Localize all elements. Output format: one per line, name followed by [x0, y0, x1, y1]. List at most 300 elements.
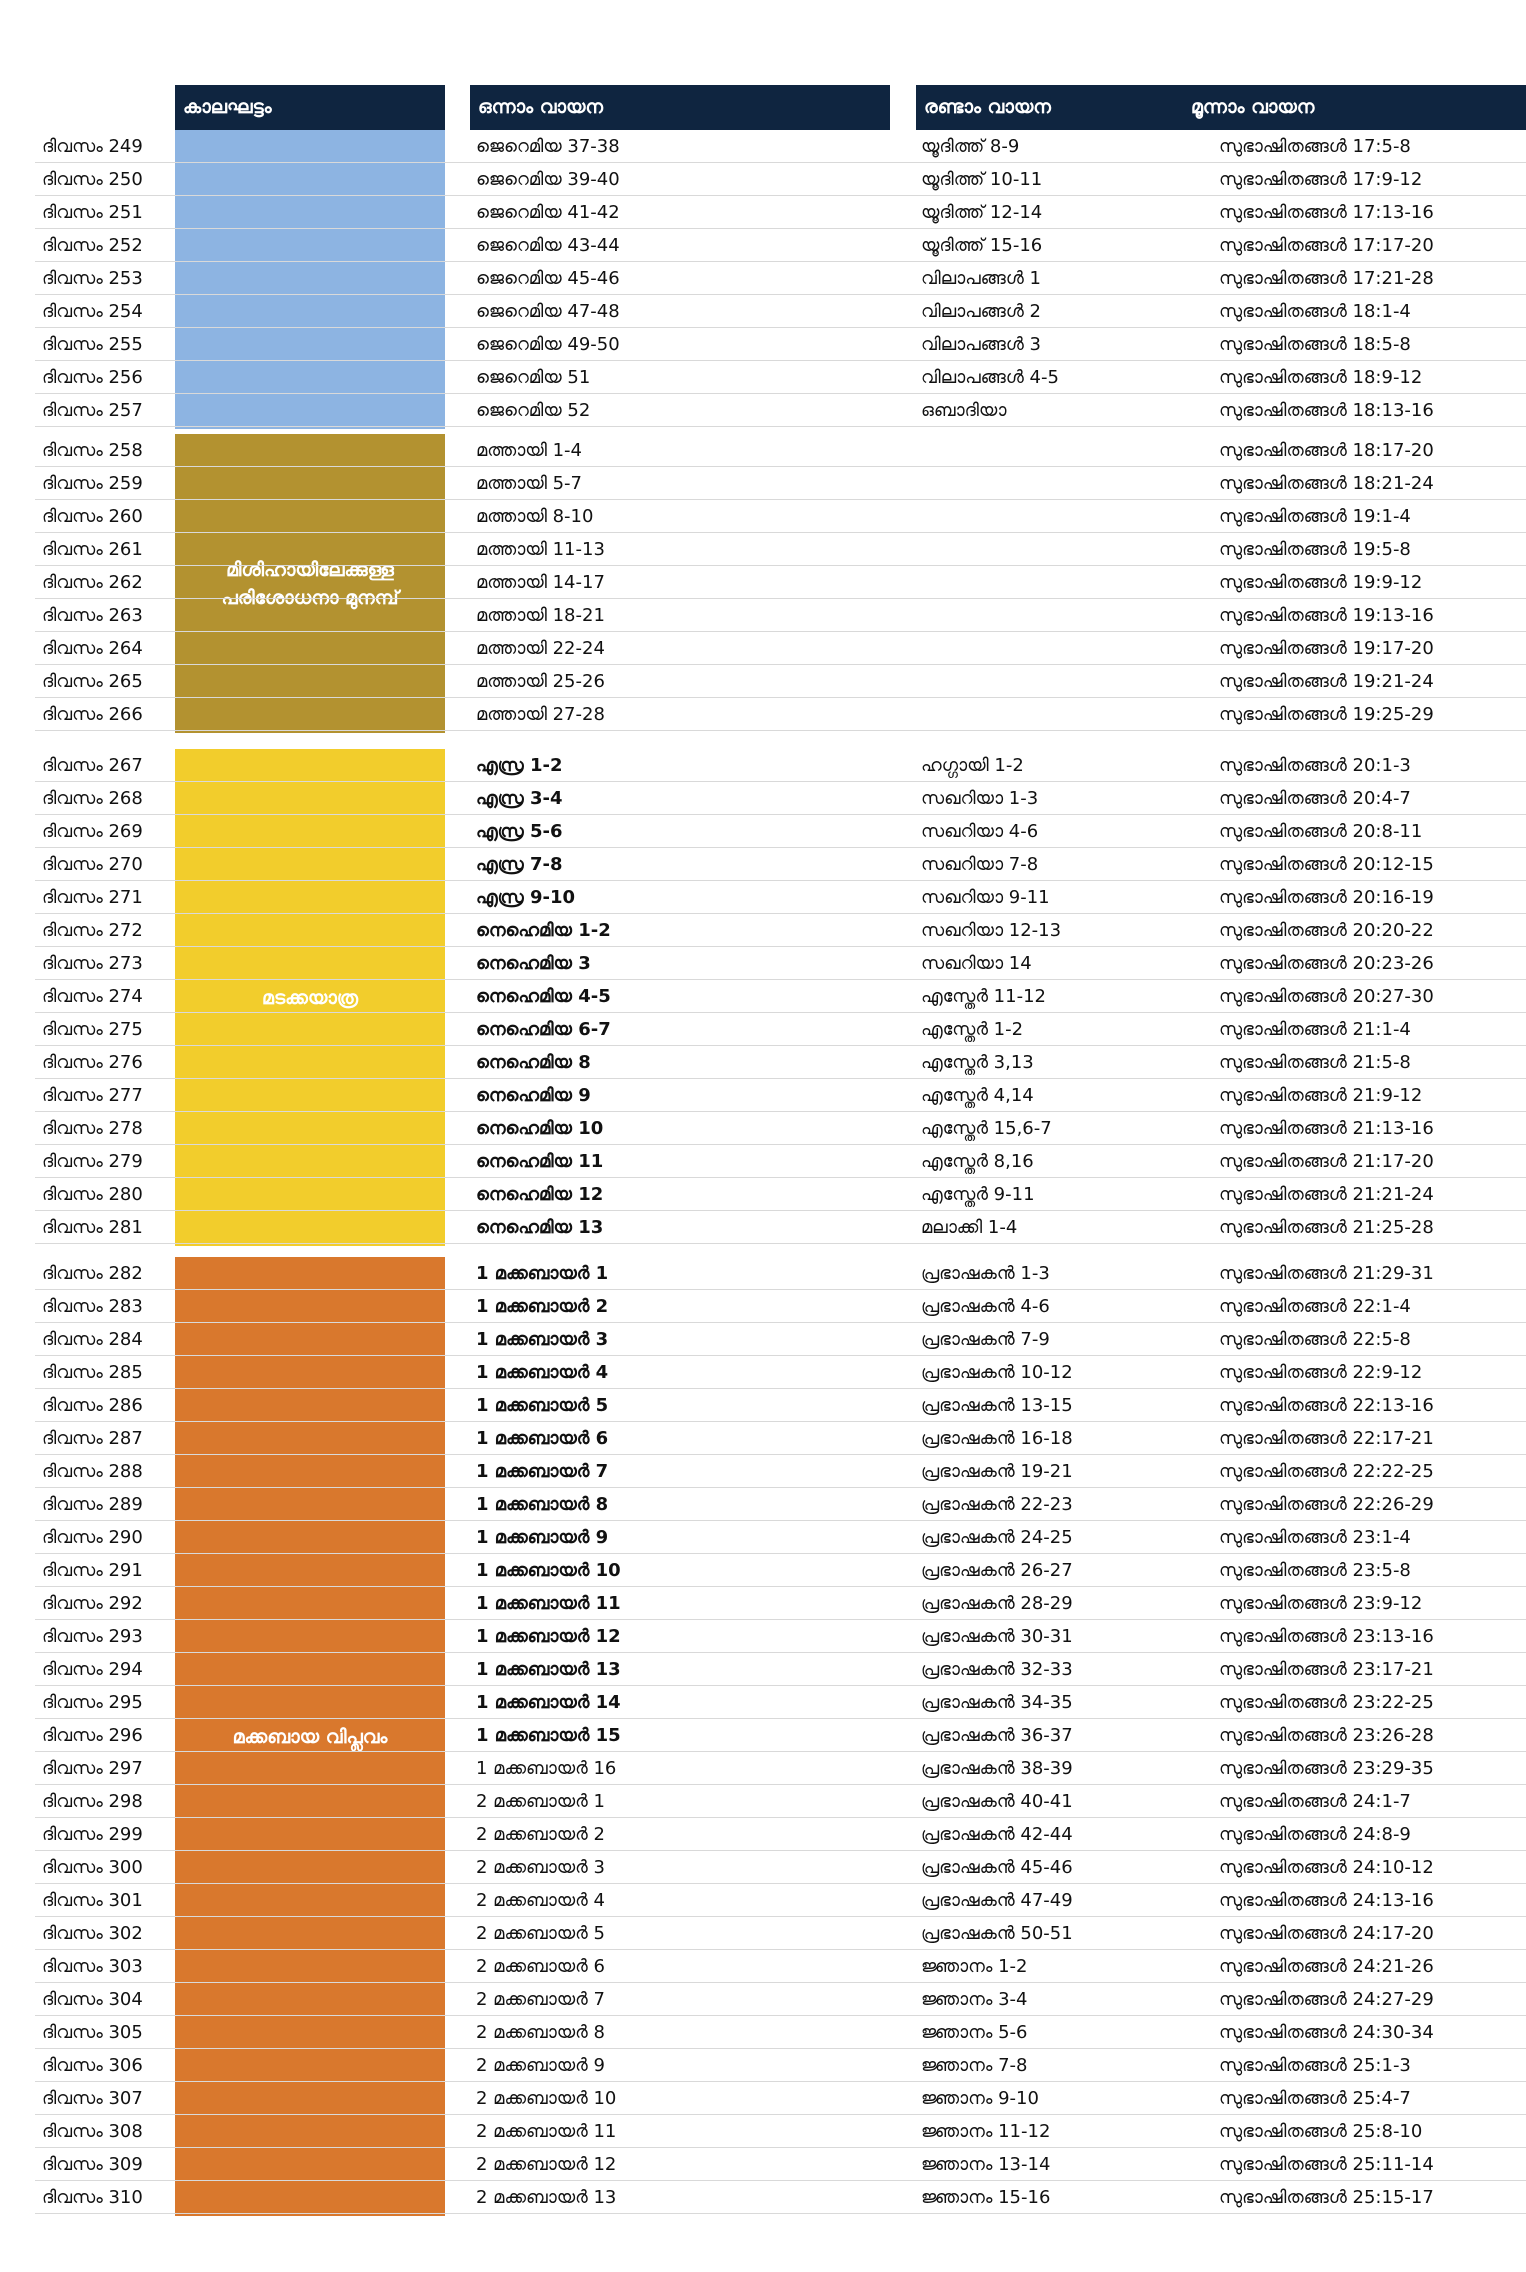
first-reading-cell: നെഹെമിയ 10 [476, 1118, 604, 1139]
second-reading-cell: പ്രഭാഷകൻ 32-33 [921, 1659, 1073, 1680]
day-cell: ദിവസം 285 [42, 1362, 143, 1383]
day-cell: ദിവസം 303 [42, 1956, 143, 1977]
first-reading-cell: 1 മക്കബായർ 11 [476, 1593, 621, 1614]
day-cell: ദിവസം 297 [42, 1758, 143, 1779]
third-reading-cell: സുഭാഷിതങ്ങൾ 24:10-12 [1219, 1857, 1434, 1878]
second-reading-cell: സഖറിയാ 4-6 [921, 821, 1039, 842]
table-row [35, 533, 1526, 566]
day-cell: ദിവസം 261 [42, 539, 143, 560]
table-row [35, 1719, 1526, 1752]
day-cell: ദിവസം 251 [42, 202, 143, 223]
day-cell: ദിവസം 284 [42, 1329, 143, 1350]
first-reading-cell: 1 മക്കബായർ 14 [476, 1692, 621, 1713]
table-row [35, 1046, 1526, 1079]
day-cell: ദിവസം 276 [42, 1052, 143, 1073]
day-cell: ദിവസം 272 [42, 920, 143, 941]
third-reading-cell: സുഭാഷിതങ്ങൾ 19:25-29 [1219, 704, 1434, 725]
table-row [35, 665, 1526, 698]
table-row [35, 1554, 1526, 1587]
first-reading-cell: 1 മക്കബായർ 10 [476, 1560, 621, 1581]
second-reading-cell: പ്രഭാഷകൻ 7-9 [921, 1329, 1050, 1350]
first-reading-cell: 1 മക്കബായർ 4 [476, 1362, 609, 1383]
second-reading-cell: പ്രഭാഷകൻ 16-18 [921, 1428, 1073, 1449]
third-reading-cell: സുഭാഷിതങ്ങൾ 25:1-3 [1219, 2055, 1411, 2076]
second-reading-cell: എസ്തേർ 3,13 [921, 1052, 1034, 1073]
second-reading-cell: ജ്ഞാനം 15-16 [921, 2187, 1051, 2208]
third-reading-cell: സുഭാഷിതങ്ങൾ 18:17-20 [1219, 440, 1434, 461]
third-reading-cell: സുഭാഷിതങ്ങൾ 22:9-12 [1219, 1362, 1423, 1383]
second-reading-cell: പ്രഭാഷകൻ 50-51 [921, 1923, 1073, 1944]
day-cell: ദിവസം 298 [42, 1791, 143, 1812]
third-reading-cell: സുഭാഷിതങ്ങൾ 24:8-9 [1219, 1824, 1411, 1845]
table-row [35, 1884, 1526, 1917]
header-period: കാലഘട്ടം [175, 85, 445, 130]
first-reading-cell: നെഹെമിയ 12 [476, 1184, 604, 1205]
day-cell: ദിവസം 289 [42, 1494, 143, 1515]
day-cell: ദിവസം 306 [42, 2055, 143, 2076]
day-cell: ദിവസം 264 [42, 638, 143, 659]
table-row [35, 566, 1526, 599]
third-reading-cell: സുഭാഷിതങ്ങൾ 20:4-7 [1219, 788, 1411, 809]
third-reading-cell: സുഭാഷിതങ്ങൾ 22:1-4 [1219, 1296, 1411, 1317]
first-reading-cell: 2 മക്കബായർ 6 [476, 1956, 605, 1977]
period-block-2: മിശിഹായിലേക്കുള്ള പരിശോധനാ മുനമ്പ് [175, 434, 445, 733]
day-cell: ദിവസം 273 [42, 953, 143, 974]
third-reading-cell: സുഭാഷിതങ്ങൾ 21:25-28 [1219, 1217, 1434, 1238]
table-row [35, 980, 1526, 1013]
day-cell: ദിവസം 250 [42, 169, 143, 190]
table-row [35, 1653, 1526, 1686]
second-reading-cell: പ്രഭാഷകൻ 34-35 [921, 1692, 1073, 1713]
table-row [35, 1356, 1526, 1389]
first-reading-cell: നെഹെമിയ 11 [476, 1151, 604, 1172]
day-cell: ദിവസം 258 [42, 440, 143, 461]
day-cell: ദിവസം 265 [42, 671, 143, 692]
third-reading-cell: സുഭാഷിതങ്ങൾ 24:21-26 [1219, 1956, 1434, 1977]
first-reading-cell: 2 മക്കബായർ 12 [476, 2154, 617, 2175]
first-reading-cell: ജെറെമിയ 37-38 [476, 136, 620, 157]
day-cell: ദിവസം 255 [42, 334, 143, 355]
table-row [35, 163, 1526, 196]
table-row [35, 2082, 1526, 2115]
first-reading-cell: 2 മക്കബായർ 13 [476, 2187, 617, 2208]
table-row [35, 1455, 1526, 1488]
day-cell: ദിവസം 310 [42, 2187, 143, 2208]
table-row [35, 1145, 1526, 1178]
table-row [35, 1686, 1526, 1719]
second-reading-cell: എസ്തേർ 15,6-7 [921, 1118, 1052, 1139]
third-reading-cell: സുഭാഷിതങ്ങൾ 24:27-29 [1219, 1989, 1434, 2010]
table-row [35, 2049, 1526, 2082]
first-reading-cell: 2 മക്കബായർ 4 [476, 1890, 605, 1911]
third-reading-cell: സുഭാഷിതങ്ങൾ 21:5-8 [1219, 1052, 1411, 1073]
first-reading-cell: 2 മക്കബായർ 11 [476, 2121, 617, 2142]
table-row [35, 2115, 1526, 2148]
second-reading-cell: പ്രഭാഷകൻ 4-6 [921, 1296, 1050, 1317]
second-reading-cell: മലാക്കി 1-4 [921, 1217, 1018, 1238]
day-cell: ദിവസം 300 [42, 1857, 143, 1878]
first-reading-cell: ജെറെമിയ 47-48 [476, 301, 620, 322]
first-reading-cell: നെഹെമിയ 1-2 [476, 920, 611, 941]
second-reading-cell: പ്രഭാഷകൻ 19-21 [921, 1461, 1073, 1482]
table-row [35, 599, 1526, 632]
second-reading-cell: എസ്തേർ 11-12 [921, 986, 1046, 1007]
first-reading-cell: നെഹെമിയ 3 [476, 953, 591, 974]
first-reading-cell: മത്തായി 18-21 [476, 605, 605, 626]
table-row [35, 914, 1526, 947]
third-reading-cell: സുഭാഷിതങ്ങൾ 20:1-3 [1219, 755, 1411, 776]
day-cell: ദിവസം 299 [42, 1824, 143, 1845]
third-reading-cell: സുഭാഷിതങ്ങൾ 23:29-35 [1219, 1758, 1434, 1779]
second-reading-cell: പ്രഭാഷകൻ 22-23 [921, 1494, 1073, 1515]
first-reading-cell: നെഹെമിയ 9 [476, 1085, 591, 1106]
third-reading-cell: സുഭാഷിതങ്ങൾ 17:17-20 [1219, 235, 1434, 256]
first-reading-cell: മത്തായി 11-13 [476, 539, 605, 560]
first-reading-cell: എസ്ര 9-10 [476, 887, 576, 908]
first-reading-cell: മത്തായി 25-26 [476, 671, 605, 692]
second-reading-cell: യൂദിത്ത് 8-9 [921, 136, 1020, 157]
third-reading-cell: സുഭാഷിതങ്ങൾ 17:13-16 [1219, 202, 1434, 223]
day-cell: ദിവസം 278 [42, 1118, 143, 1139]
third-reading-cell: സുഭാഷിതങ്ങൾ 22:13-16 [1219, 1395, 1434, 1416]
third-reading-cell: സുഭാഷിതങ്ങൾ 22:26-29 [1219, 1494, 1434, 1515]
first-reading-cell: ജെറെമിയ 43-44 [476, 235, 620, 256]
second-reading-cell: സഖറിയാ 12-13 [921, 920, 1062, 941]
day-cell: ദിവസം 249 [42, 136, 143, 157]
table-row [35, 196, 1526, 229]
first-reading-cell: 2 മക്കബായർ 9 [476, 2055, 605, 2076]
second-reading-cell: ജ്ഞാനം 3-4 [921, 1989, 1028, 2010]
third-reading-cell: സുഭാഷിതങ്ങൾ 23:1-4 [1219, 1527, 1411, 1548]
day-cell: ദിവസം 293 [42, 1626, 143, 1647]
second-reading-cell: പ്രഭാഷകൻ 36-37 [921, 1725, 1073, 1746]
day-cell: ദിവസം 277 [42, 1085, 143, 1106]
third-reading-cell: സുഭാഷിതങ്ങൾ 19:1-4 [1219, 506, 1411, 527]
third-reading-cell: സുഭാഷിതങ്ങൾ 22:5-8 [1219, 1329, 1411, 1350]
table-row [35, 1785, 1526, 1818]
day-cell: ദിവസം 269 [42, 821, 143, 842]
second-reading-cell: എസ്തേർ 9-11 [921, 1184, 1035, 1205]
second-reading-cell: പ്രഭാഷകൻ 10-12 [921, 1362, 1073, 1383]
third-reading-cell: സുഭാഷിതങ്ങൾ 23:5-8 [1219, 1560, 1411, 1581]
table-row [35, 1079, 1526, 1112]
table-row [35, 881, 1526, 914]
third-reading-cell: സുഭാഷിതങ്ങൾ 20:8-11 [1219, 821, 1423, 842]
first-reading-cell: എസ്ര 3-4 [476, 788, 563, 809]
table-row [35, 749, 1526, 782]
table-row [35, 782, 1526, 815]
first-reading-cell: നെഹെമിയ 6-7 [476, 1019, 611, 1040]
third-reading-cell: സുഭാഷിതങ്ങൾ 21:17-20 [1219, 1151, 1434, 1172]
day-cell: ദിവസം 263 [42, 605, 143, 626]
day-cell: ദിവസം 262 [42, 572, 143, 593]
day-cell: ദിവസം 275 [42, 1019, 143, 1040]
third-reading-cell: സുഭാഷിതങ്ങൾ 19:13-16 [1219, 605, 1434, 626]
table-row [35, 2016, 1526, 2049]
day-cell: ദിവസം 253 [42, 268, 143, 289]
third-reading-cell: സുഭാഷിതങ്ങൾ 18:5-8 [1219, 334, 1411, 355]
day-cell: ദിവസം 266 [42, 704, 143, 725]
table-row [35, 500, 1526, 533]
first-reading-cell: ജെറെമിയ 51 [476, 367, 591, 388]
first-reading-cell: എസ്ര 7-8 [476, 854, 563, 875]
third-reading-cell: സുഭാഷിതങ്ങൾ 24:30-34 [1219, 2022, 1434, 2043]
second-reading-cell: എസ്തേർ 4,14 [921, 1085, 1034, 1106]
table-row [35, 1818, 1526, 1851]
second-reading-cell: പ്രഭാഷകൻ 1-3 [921, 1263, 1050, 1284]
first-reading-cell: മത്തായി 5-7 [476, 473, 583, 494]
table-row [35, 947, 1526, 980]
second-reading-cell: വിലാപങ്ങൾ 4-5 [921, 367, 1059, 388]
first-reading-cell: മത്തായി 22-24 [476, 638, 605, 659]
second-reading-cell: എസ്തേർ 1-2 [921, 1019, 1024, 1040]
third-reading-cell: സുഭാഷിതങ്ങൾ 25:4-7 [1219, 2088, 1411, 2109]
third-reading-cell: സുഭാഷിതങ്ങൾ 21:21-24 [1219, 1184, 1434, 1205]
first-reading-cell: 1 മക്കബായർ 12 [476, 1626, 621, 1647]
day-cell: ദിവസം 283 [42, 1296, 143, 1317]
third-reading-cell: സുഭാഷിതങ്ങൾ 21:1-4 [1219, 1019, 1411, 1040]
first-reading-cell: 1 മക്കബായർ 9 [476, 1527, 609, 1548]
first-reading-cell: 2 മക്കബായർ 5 [476, 1923, 605, 1944]
second-reading-cell: പ്രഭാഷകൻ 40-41 [921, 1791, 1073, 1812]
first-reading-cell: മത്തായി 1-4 [476, 440, 583, 461]
header-reading-2: രണ്ടാം വായന [916, 85, 1187, 130]
third-reading-cell: സുഭാഷിതങ്ങൾ 21:9-12 [1219, 1085, 1423, 1106]
second-reading-cell: ജ്ഞാനം 9-10 [921, 2088, 1039, 2109]
day-cell: ദിവസം 270 [42, 854, 143, 875]
first-reading-cell: 1 മക്കബായർ 3 [476, 1329, 609, 1350]
table-row [35, 1620, 1526, 1653]
third-reading-cell: സുഭാഷിതങ്ങൾ 18:21-24 [1219, 473, 1434, 494]
second-reading-cell: പ്രഭാഷകൻ 45-46 [921, 1857, 1073, 1878]
day-cell: ദിവസം 267 [42, 755, 143, 776]
table-row [35, 262, 1526, 295]
table-row [35, 1013, 1526, 1046]
third-reading-cell: സുഭാഷിതങ്ങൾ 18:1-4 [1219, 301, 1411, 322]
table-row [35, 1983, 1526, 2016]
table-row [35, 1851, 1526, 1884]
table-row [35, 1112, 1526, 1145]
second-reading-cell: ഒബാദിയാ [921, 400, 1007, 421]
first-reading-cell: 1 മക്കബായർ 1 [476, 1263, 609, 1284]
first-reading-cell: ജെറെമിയ 41-42 [476, 202, 620, 223]
third-reading-cell: സുഭാഷിതങ്ങൾ 21:13-16 [1219, 1118, 1434, 1139]
second-reading-cell: സഖറിയാ 14 [921, 953, 1032, 974]
third-reading-cell: സുഭാഷിതങ്ങൾ 25:15-17 [1219, 2187, 1434, 2208]
third-reading-cell: സുഭാഷിതങ്ങൾ 21:29-31 [1219, 1263, 1434, 1284]
second-reading-cell: പ്രഭാഷകൻ 47-49 [921, 1890, 1073, 1911]
third-reading-cell: സുഭാഷിതങ്ങൾ 22:22-25 [1219, 1461, 1434, 1482]
third-reading-cell: സുഭാഷിതങ്ങൾ 20:12-15 [1219, 854, 1434, 875]
second-reading-cell: ജ്ഞാനം 7-8 [921, 2055, 1028, 2076]
day-cell: ദിവസം 259 [42, 473, 143, 494]
second-reading-cell: പ്രഭാഷകൻ 24-25 [921, 1527, 1073, 1548]
second-reading-cell: വിലാപങ്ങൾ 3 [921, 334, 1041, 355]
day-cell: ദിവസം 252 [42, 235, 143, 256]
second-reading-cell: യൂദിത്ത് 12-14 [921, 202, 1043, 223]
table-row [35, 1521, 1526, 1554]
day-cell: ദിവസം 302 [42, 1923, 143, 1944]
table-row [35, 229, 1526, 262]
table-row [35, 467, 1526, 500]
second-reading-cell: പ്രഭാഷകൻ 30-31 [921, 1626, 1073, 1647]
third-reading-cell: സുഭാഷിതങ്ങൾ 17:9-12 [1219, 169, 1423, 190]
day-cell: ദിവസം 290 [42, 1527, 143, 1548]
table-row [35, 2181, 1526, 2214]
third-reading-cell: സുഭാഷിതങ്ങൾ 23:9-12 [1219, 1593, 1423, 1614]
first-reading-cell: മത്തായി 14-17 [476, 572, 605, 593]
table-row [35, 361, 1526, 394]
second-reading-cell: ജ്ഞാനം 13-14 [921, 2154, 1051, 2175]
third-reading-cell: സുഭാഷിതങ്ങൾ 19:17-20 [1219, 638, 1434, 659]
third-reading-cell: സുഭാഷിതങ്ങൾ 25:11-14 [1219, 2154, 1434, 2175]
period-block-4: മക്കബായ വിപ്ലവം [175, 1257, 445, 2216]
second-reading-cell: വിലാപങ്ങൾ 1 [921, 268, 1041, 289]
day-cell: ദിവസം 288 [42, 1461, 143, 1482]
day-cell: ദിവസം 294 [42, 1659, 143, 1680]
second-reading-cell: പ്രഭാഷകൻ 42-44 [921, 1824, 1073, 1845]
second-reading-cell: പ്രഭാഷകൻ 26-27 [921, 1560, 1073, 1581]
third-reading-cell: സുഭാഷിതങ്ങൾ 24:1-7 [1219, 1791, 1411, 1812]
third-reading-cell: സുഭാഷിതങ്ങൾ 24:13-16 [1219, 1890, 1434, 1911]
first-reading-cell: 2 മക്കബായർ 1 [476, 1791, 605, 1812]
second-reading-cell: ജ്ഞാനം 11-12 [921, 2121, 1051, 2142]
day-cell: ദിവസം 280 [42, 1184, 143, 1205]
first-reading-cell: എസ്ര 5-6 [476, 821, 563, 842]
table-row [35, 1389, 1526, 1422]
table-row [35, 1422, 1526, 1455]
second-reading-cell: ഹഗ്ഗായി 1-2 [921, 755, 1024, 776]
table-row [35, 1257, 1526, 1290]
day-cell: ദിവസം 279 [42, 1151, 143, 1172]
table-row [35, 1488, 1526, 1521]
day-cell: ദിവസം 309 [42, 2154, 143, 2175]
day-cell: ദിവസം 260 [42, 506, 143, 527]
first-reading-cell: ജെറെമിയ 52 [476, 400, 591, 421]
header-reading-1: ഒന്നാം വായന [470, 85, 890, 130]
second-reading-cell: പ്രഭാഷകൻ 28-29 [921, 1593, 1073, 1614]
table-row [35, 1587, 1526, 1620]
day-cell: ദിവസം 271 [42, 887, 143, 908]
day-cell: ദിവസം 291 [42, 1560, 143, 1581]
day-cell: ദിവസം 301 [42, 1890, 143, 1911]
third-reading-cell: സുഭാഷിതങ്ങൾ 18:9-12 [1219, 367, 1423, 388]
second-reading-cell: ജ്ഞാനം 1-2 [921, 1956, 1028, 1977]
third-reading-cell: സുഭാഷിതങ്ങൾ 24:17-20 [1219, 1923, 1434, 1944]
table-row [35, 815, 1526, 848]
first-reading-cell: 2 മക്കബായർ 3 [476, 1857, 605, 1878]
day-cell: ദിവസം 268 [42, 788, 143, 809]
first-reading-cell: 2 മക്കബായർ 2 [476, 1824, 605, 1845]
period-block-3: മടക്കയാത്ര [175, 749, 445, 1246]
second-reading-cell: സഖറിയാ 9-11 [921, 887, 1050, 908]
day-cell: ദിവസം 274 [42, 986, 143, 1007]
first-reading-cell: 1 മക്കബായർ 16 [476, 1758, 617, 1779]
first-reading-cell: 2 മക്കബായർ 7 [476, 1989, 605, 2010]
third-reading-cell: സുഭാഷിതങ്ങൾ 19:21-24 [1219, 671, 1434, 692]
table-row [35, 1178, 1526, 1211]
day-cell: ദിവസം 307 [42, 2088, 143, 2109]
first-reading-cell: 1 മക്കബായർ 5 [476, 1395, 609, 1416]
day-cell: ദിവസം 257 [42, 400, 143, 421]
third-reading-cell: സുഭാഷിതങ്ങൾ 18:13-16 [1219, 400, 1434, 421]
third-reading-cell: സുഭാഷിതങ്ങൾ 23:26-28 [1219, 1725, 1434, 1746]
header-reading-3: മൂന്നാം വായന [1183, 85, 1526, 130]
third-reading-cell: സുഭാഷിതങ്ങൾ 23:13-16 [1219, 1626, 1434, 1647]
day-cell: ദിവസം 282 [42, 1263, 143, 1284]
second-reading-cell: പ്രഭാഷകൻ 13-15 [921, 1395, 1073, 1416]
first-reading-cell: നെഹെമിയ 8 [476, 1052, 591, 1073]
second-reading-cell: ജ്ഞാനം 5-6 [921, 2022, 1028, 2043]
third-reading-cell: സുഭാഷിതങ്ങൾ 17:5-8 [1219, 136, 1411, 157]
table-row [35, 1323, 1526, 1356]
second-reading-cell: വിലാപങ്ങൾ 2 [921, 301, 1041, 322]
day-cell: ദിവസം 305 [42, 2022, 143, 2043]
first-reading-cell: നെഹെമിയ 13 [476, 1217, 604, 1238]
second-reading-cell: യൂദിത്ത് 10-11 [921, 169, 1043, 190]
day-cell: ദിവസം 304 [42, 1989, 143, 2010]
day-cell: ദിവസം 296 [42, 1725, 143, 1746]
table-row [35, 1211, 1526, 1244]
table-row [35, 130, 1526, 163]
third-reading-cell: സുഭാഷിതങ്ങൾ 19:9-12 [1219, 572, 1423, 593]
day-cell: ദിവസം 295 [42, 1692, 143, 1713]
table-row [35, 295, 1526, 328]
first-reading-cell: 1 മക്കബായർ 8 [476, 1494, 609, 1515]
third-reading-cell: സുഭാഷിതങ്ങൾ 23:17-21 [1219, 1659, 1434, 1680]
third-reading-cell: സുഭാഷിതങ്ങൾ 22:17-21 [1219, 1428, 1434, 1449]
first-reading-cell: നെഹെമിയ 4-5 [476, 986, 611, 1007]
day-cell: ദിവസം 308 [42, 2121, 143, 2142]
day-cell: ദിവസം 292 [42, 1593, 143, 1614]
day-cell: ദിവസം 281 [42, 1217, 143, 1238]
first-reading-cell: മത്തായി 8-10 [476, 506, 594, 527]
first-reading-cell: ജെറെമിയ 39-40 [476, 169, 620, 190]
day-cell: ദിവസം 287 [42, 1428, 143, 1449]
second-reading-cell: പ്രഭാഷകൻ 38-39 [921, 1758, 1073, 1779]
table-row [35, 1290, 1526, 1323]
table-row [35, 434, 1526, 467]
table-row [35, 1752, 1526, 1785]
table-row [35, 1950, 1526, 1983]
third-reading-cell: സുഭാഷിതങ്ങൾ 17:21-28 [1219, 268, 1434, 289]
first-reading-cell: 2 മക്കബായർ 8 [476, 2022, 605, 2043]
table-row [35, 2148, 1526, 2181]
second-reading-cell: സഖറിയാ 7-8 [921, 854, 1039, 875]
first-reading-cell: 1 മക്കബായർ 13 [476, 1659, 621, 1680]
day-cell: ദിവസം 256 [42, 367, 143, 388]
second-reading-cell: യൂദിത്ത് 15-16 [921, 235, 1043, 256]
table-row [35, 632, 1526, 665]
first-reading-cell: മത്തായി 27-28 [476, 704, 605, 725]
third-reading-cell: സുഭാഷിതങ്ങൾ 20:20-22 [1219, 920, 1434, 941]
first-reading-cell: ജെറെമിയ 49-50 [476, 334, 620, 355]
table-row [35, 328, 1526, 361]
third-reading-cell: സുഭാഷിതങ്ങൾ 23:22-25 [1219, 1692, 1434, 1713]
table-row [35, 1917, 1526, 1950]
first-reading-cell: 1 മക്കബായർ 6 [476, 1428, 609, 1449]
third-reading-cell: സുഭാഷിതങ്ങൾ 20:23-26 [1219, 953, 1434, 974]
first-reading-cell: ജെറെമിയ 45-46 [476, 268, 620, 289]
first-reading-cell: 2 മക്കബായർ 10 [476, 2088, 617, 2109]
first-reading-cell: എസ്ര 1-2 [476, 755, 563, 776]
first-reading-cell: 1 മക്കബായർ 15 [476, 1725, 621, 1746]
third-reading-cell: സുഭാഷിതങ്ങൾ 19:5-8 [1219, 539, 1411, 560]
table-row [35, 698, 1526, 731]
table-row [35, 848, 1526, 881]
third-reading-cell: സുഭാഷിതങ്ങൾ 20:27-30 [1219, 986, 1434, 1007]
day-cell: ദിവസം 286 [42, 1395, 143, 1416]
